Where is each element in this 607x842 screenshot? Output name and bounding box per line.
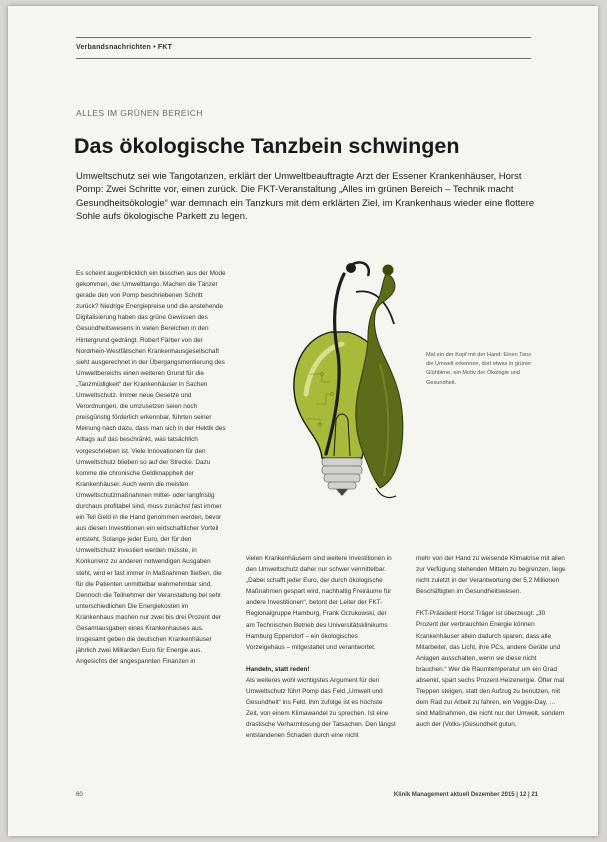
section-label: Verbandsnachrichten • FKT	[76, 44, 173, 51]
column-3-text-a: mehr von der Hand zu weisende Klimakrise mit allen zur Verfügung stehenden Mitteln zu begrenzen, liege nicht zuletzt in der Verantwortung der 5,2 Millionen Beschäftigten im Gesundheitswesen.	[416, 555, 566, 596]
column-2	[246, 553, 396, 742]
column-2-text-a: vielen Krankenhäusern sind weitere Investitionen in den Umweltschutz daher nur schwer vermittelbar. „Dabei schafft jeder Euro, der durch ökologische Maßnahmen gespart wird, nachhaltig Freiräume für andere Investitionen“, betont der Leiter der FKT-Regionalgruppe Hamburg, Frank Grzukowski, der am Technischen Betrieb des Universitätsklinikums Hamburg Eppendorf – ein ökologisches Vorzeigehaus – mitgestaltet und verantwortet.	[246, 555, 392, 651]
lead-paragraph: Umweltschutz sei wie Tangotanzen, erklärt der Umweltbeauftragte Arzt der Essener Krankenhäuser, Horst Pomp: Zwei Schritte vor, einen zurück. Die FKT-Veranstaltung „Alles im grünen Bereich – Technik macht Gesundheitsökologie“ war demnach ein Tanzkurs mit dem erklärten Ziel, im Krankenhaus wieder eine flottere Sohle aufs ökologische Parkett zu legen.	[76, 171, 535, 223]
header-rule-bottom	[76, 58, 531, 59]
column-1-text: Es scheint augenblicklich ein bisschen aus der Mode gekommen, der Umwelttango. Machen die Tänzer gerade den von Pomp beschriebenen Schritt zurück? Niedrige Energiepreise und die anstehende Digitalisierung haben das grüne Gewissen des Gesundheitswesens in vielen Bereichen in den Hintergrund gedrängt. Robert Färber von der Nordrhein-Westfälischen Krankenhausgesellschaft sieht ausgerechnet in der Übergangsmentierung des Umweltbereichs einen weiteren Grund für die „Tanzmüdigkeit“ der Krankenhäuser in Sachen Umweltschutz. Immer neue Gesetze und Verordnungen, die umzusetzen seien noch preisgünstig förderlich erkennbar, führten seiner Meinung nach dazu, dass man sich in der Hektik des Alltags auf das beschränkt, was tatsächlich vorgeschrieben ist. Viele Innovationen für den Umweltschutz blieben so auf der Strecke. Dazu komme die chronische Geldknappheit der Krankenhäuser. Auch wenn die meisten Umweltschutzmaßnahmen mittel- oder langfristig durchaus profitabel sind, muss zunächst fast immer ein Teil Geld in die Hand genommen werden, bevor aus diesen Investitionen ein wirtschaftlicher Vorteil entsteht. Solange jeder Euro, der für den Umweltschutz investiert werden müsste, in Konkurrenz zu anderen notwendigen Ausgaben steht, wird er fast immer in Maßnahmen fließen, die für die Patienten unmittelbar wahrnehmbar sind. Dennoch die Teilnehmer der Veranstaltung bei sehr unterschiedlichen Die Energiekosten im Krankenhaus machen nur zwei bis drei Prozent der Gesamtausgaben eines Krankenhauses aus. Insgesamt geben die deutschen Krankenhäuser jährlich zwei Milliarden Euro für Energie aus. Angesichts der angespannten Finanzen in	[76, 270, 226, 666]
column-1	[76, 268, 226, 667]
kicker: ALLES IM GRÜNEN BEREICH	[76, 108, 203, 118]
image-caption: Mal ein der Kopf mit der Hand: Einen Tanz die Umwelt erkennen, dort etwas in grüner Glühbirne, ein Motiv der Ökologie und Gesundheit.	[426, 352, 532, 386]
column-3	[416, 553, 568, 730]
headline: Das ökologische Tanzbein schwingen	[74, 134, 460, 158]
bulb-dancers-illustration	[276, 244, 416, 514]
page-number: 60	[76, 792, 83, 798]
column-2-subheading: Handeln, statt reden!	[246, 665, 310, 673]
header-rule-top	[76, 37, 531, 38]
column-2-text-b: Als weiteres wohl wichtigstes Argument für den Umweltschutz führt Pomp das Feld „Umwelt und Gesundheit“ ins Feld. Ihm zufolge ist es höchste Zeit, von einem Klimawandel zu sprechen. Ist eine drastische Verharmlosung der Tatsachen. Den längst entstandenen Schaden durch eine nicht	[246, 676, 396, 740]
column-3-text-b: FKT-Präsident Horst Träger ist überzeugt: „30 Prozent der verbrauchten Energie können Krankenhäuser allein dadurch sparen, dass alle Mitarbeiter, das Licht, ihre PCs, andere Geräte und Anlagen ausschalten, wenn sie diese nicht brauchen.“ Wer die Raumtemperatur um ein Grad absenkt, spart sechs Prozent Heizenergie. Öfter mal Treppen steigen, statt den Aufzug zu benutzen, mit dem Rad zur Arbeit zu fahren, ein Veggie-Day, … sind Maßnahmen, die nicht nur der Umwelt, sondern auch der (Volks-)Gesundheit gutun.	[416, 610, 565, 729]
publication-footer: Klinik Management aktuell Dezember 2015 | 12 | 21	[393, 792, 538, 798]
magazine-page	[8, 6, 598, 836]
